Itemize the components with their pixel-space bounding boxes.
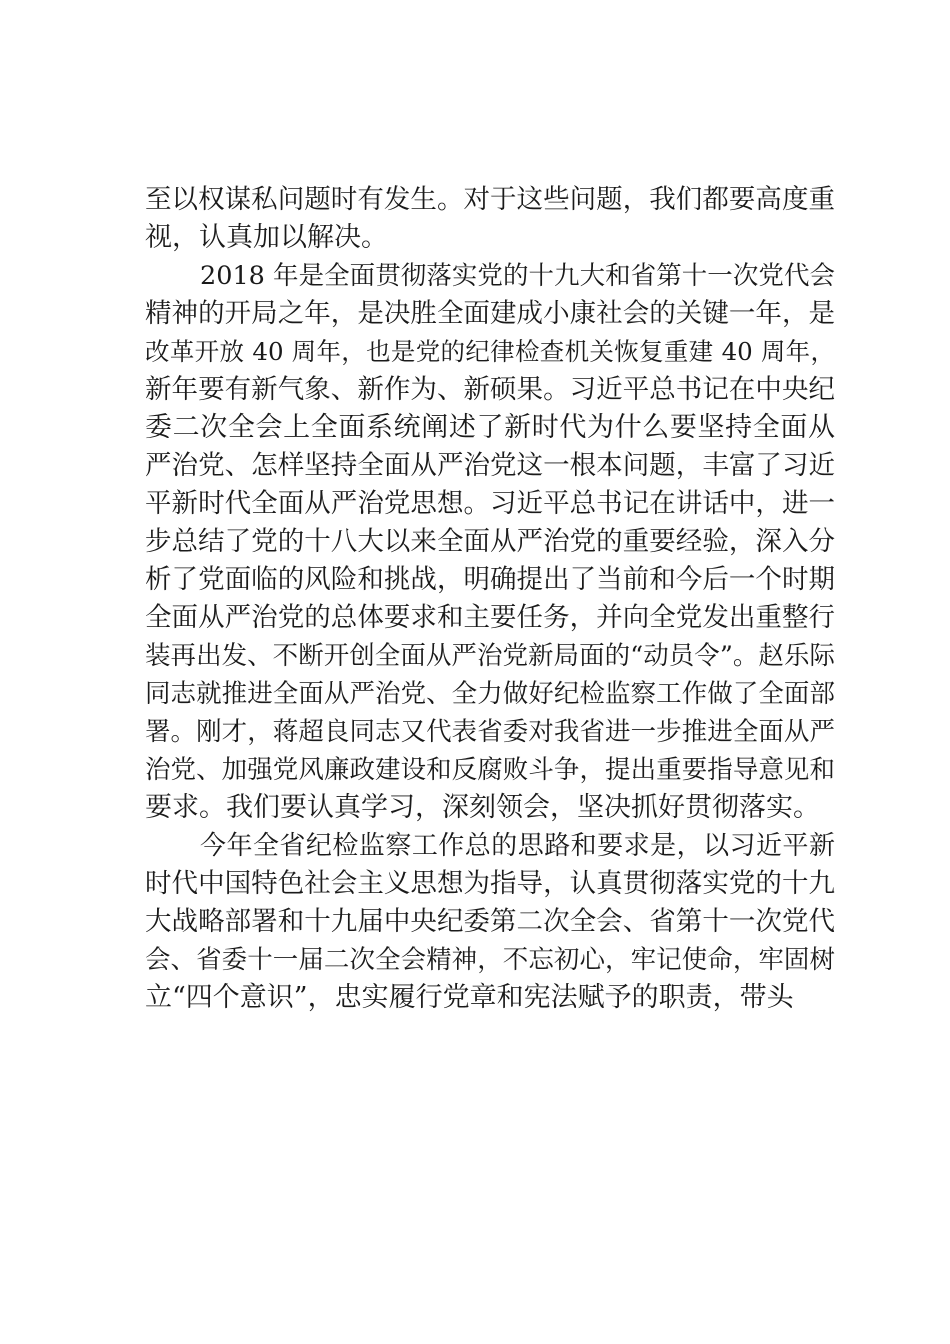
paragraph-2 xyxy=(145,257,835,827)
text-line: 精神的开局之年，是决胜全面建成小康社会的关键一年，是 xyxy=(145,298,835,329)
text-line: 今年全省纪检监察工作总的思路和要求是，以习近平新 xyxy=(200,831,835,861)
text-line: 严治党、怎样坚持全面从严治党这一根本问题，丰富了习近 xyxy=(145,450,835,481)
text-line: 时代中国特色社会主义思想为指导，认真贯彻落实党的十九 xyxy=(145,868,835,899)
text-line: 署。刚才，蒋超良同志又代表省委对我省进一步推进全面从严 xyxy=(145,717,835,747)
document-body xyxy=(145,181,835,1017)
text-line: 装再出发、不断开创全面从严治党新局面的“动员令”。赵乐际 xyxy=(145,641,835,671)
text-line: 改革开放 40 周年，也是党的纪律检查机关恢复重建 40 周年， xyxy=(145,337,835,366)
text-line: 2018 年是全面贯彻落实党的十九大和省第十一次党代会 xyxy=(200,261,835,291)
text-line: 委二次全会上全面系统阐述了新时代为什么要坚持全面从 xyxy=(145,412,835,443)
text-line: 步总结了党的十八大以来全面从严治党的重要经验，深入分 xyxy=(145,526,835,557)
text-line: 会、省委十一届二次全会精神，不忘初心，牢记使命，牢固树 xyxy=(145,945,835,975)
text-line: 视，认真加以解决。 xyxy=(145,222,388,253)
paragraph-1 xyxy=(145,181,835,257)
text-line: 平新时代全面从严治党思想。习近平总书记在讲话中，进一 xyxy=(145,488,835,519)
text-line: 新年要有新气象、新作为、新硕果。习近平总书记在中央纪 xyxy=(145,374,835,405)
text-line: 治党、加强党风廉政建设和反腐败斗争，提出重要指导意见和 xyxy=(145,755,835,785)
text-line: 至以权谋私问题时有发生。对于这些问题，我们都要高度重 xyxy=(145,184,835,215)
text-line: 同志就推进全面从严治党、全力做好纪检监察工作做了全面部 xyxy=(145,679,835,709)
text-line: 全面从严治党的总体要求和主要任务，并向全党发出重整行 xyxy=(145,602,835,633)
paragraph-3 xyxy=(145,827,835,1017)
text-line: 大战略部署和十九届中央纪委第二次全会、省第十一次党代 xyxy=(145,906,835,937)
text-line: 要求。我们要认真学习，深刻领会，坚决抓好贯彻落实。 xyxy=(145,792,820,823)
text-line: 析了党面临的风险和挑战，明确提出了当前和今后一个时期 xyxy=(145,564,835,595)
text-line: 立“四个意识”，忠实履行党章和宪法赋予的职责，带头 xyxy=(145,982,794,1013)
